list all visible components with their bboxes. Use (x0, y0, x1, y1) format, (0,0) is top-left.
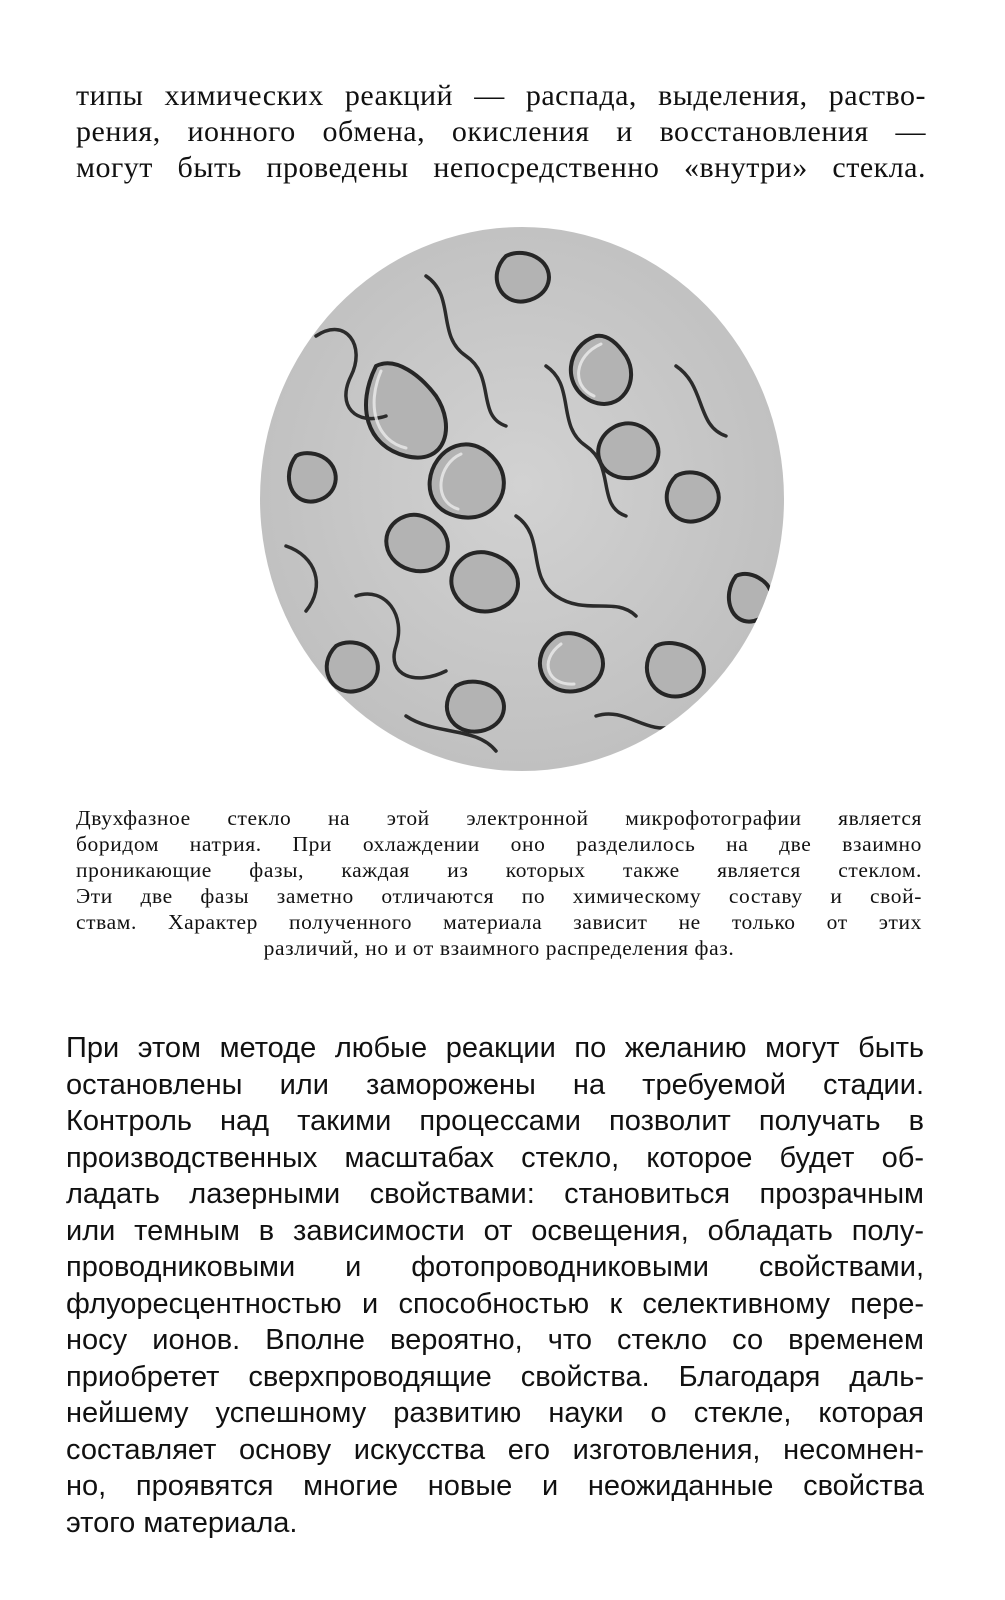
caption-line-5: ствам. Характер полученного материала зависит не только от этих (76, 910, 922, 934)
body-paragraph (66, 1030, 924, 1541)
body-line-1: При этом методе любые реакции по желанию могут быть (66, 1032, 924, 1064)
top-line-3: могут быть проведены непосредственно «внутри» стекла. (76, 151, 926, 184)
body-line-4: производственных масштабах стекло, которое будет об- (66, 1141, 924, 1174)
caption-line-4: Эти две фазы заметно отличаются по химическому составу и свой- (76, 884, 922, 908)
caption-line-3: проникающие фазы, каждая из которых также является стеклом. (76, 858, 922, 882)
body-line-3: Контроль над такими процессами позволит получать в (66, 1105, 924, 1137)
body-line-7: проводниковыми и фотопроводниковыми свойствами, (66, 1251, 924, 1283)
top-line-1: типы химических реакций — распада, выделения, раство- (76, 79, 926, 112)
caption-line-1: Двухфазное стекло на этой электронной микрофотографии является (76, 806, 922, 830)
body-line-11: нейшему успешному развитию науки о стекле, которая (66, 1397, 924, 1429)
body-line-9: носу ионов. Вполне вероятно, что стекло со временем (66, 1324, 924, 1356)
body-line-10: приобретет сверхпроводящие свойства. Благодаря даль- (66, 1360, 924, 1393)
micrograph-image (256, 216, 788, 776)
caption-line-2: боридом натрия. При охлаждении оно разделилось на две взаимно (76, 832, 922, 856)
body-line-12: составляет основу искусства его изготовления, несомнен- (66, 1433, 924, 1466)
caption-line-6: различий, но и от взаимного распределения фаз. (263, 936, 735, 960)
body-line-2: остановлены или заморожены на требуемой стадии. (66, 1068, 924, 1101)
figure-caption (76, 805, 922, 961)
top-paragraph (76, 78, 926, 186)
body-line-14: этого материала. (66, 1506, 298, 1539)
micrograph-figure (256, 216, 788, 776)
body-line-6: или темным в зависимости от освещения, обладать полу- (66, 1214, 924, 1247)
body-line-5: ладать лазерными свойствами: становиться прозрачным (66, 1178, 924, 1210)
top-line-2: рения, ионного обмена, окисления и восстановления — (76, 115, 926, 148)
body-line-8: флуоресцентностью и способностью к селективному пере- (66, 1287, 924, 1320)
body-line-13: но, проявятся многие новые и неожиданные свойства (66, 1470, 924, 1502)
